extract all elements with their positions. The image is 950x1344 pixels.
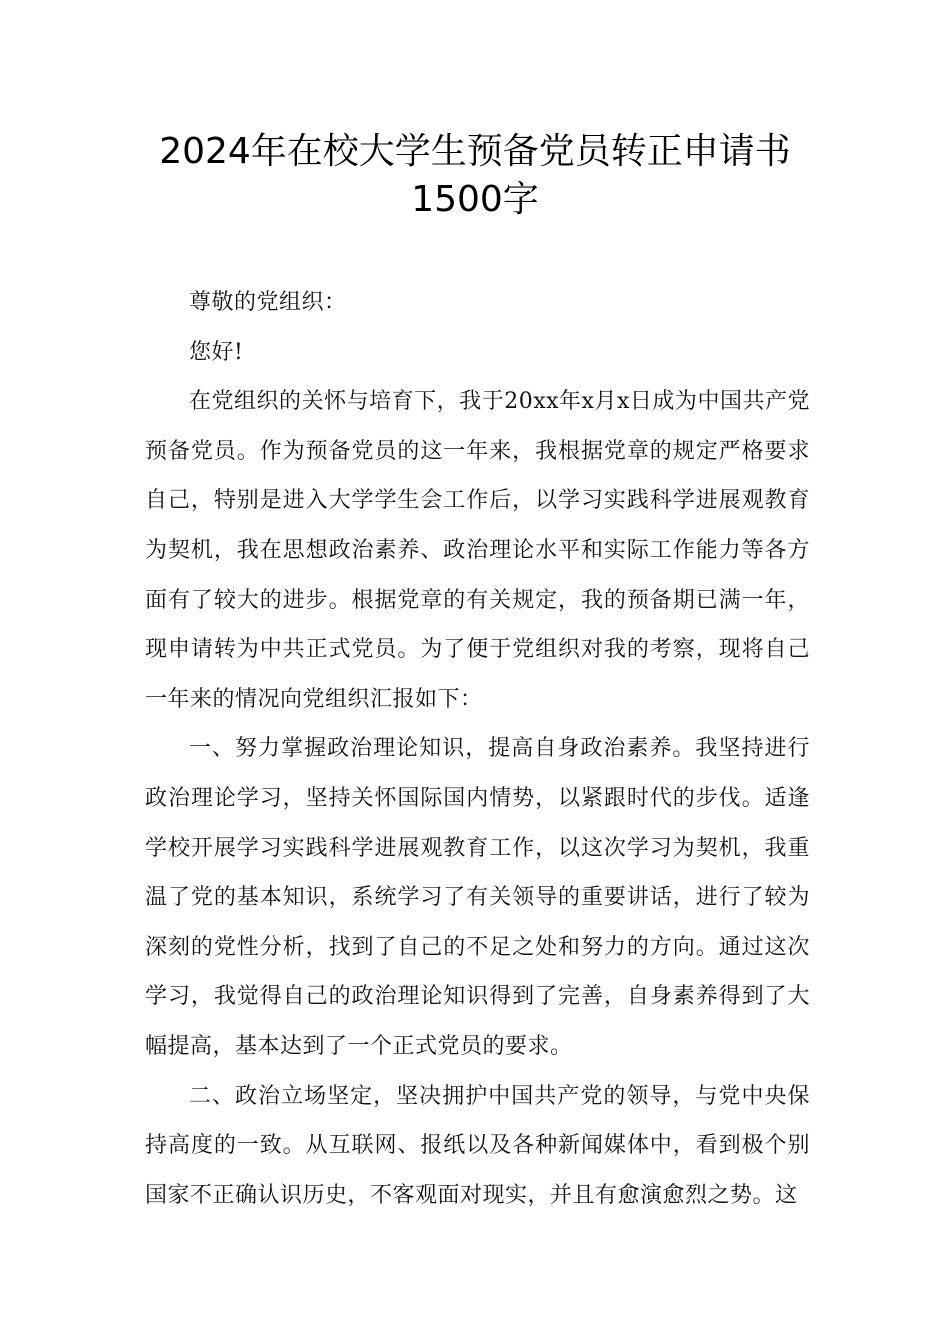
- paragraph-section-1: 一、努力掌握政治理论知识，提高自身政治素养。我坚持进行政治理论学习，坚持关怀国际国内情势，以紧跟时代的步伐。适逢学校开展学习实践科学进展观教育工作，以这次学习为契机，我重温了党的基本知识，系统学习了有关领导的重要讲话，进行了较为深刻的党性分析，找到了自己的不足之处和努力的方向。通过这次学习，我觉得自己的政治理论知识得到了完善，自身素养得到了大幅提高，基本达到了一个正式党员的要求。: [145, 736, 810, 1059]
- salutation: 尊敬的党组织：: [189, 290, 347, 315]
- greeting: 您好!: [189, 339, 244, 365]
- title-line-2: 1500字: [411, 179, 539, 220]
- paragraph-section-2: 二、政治立场坚定，坚决拥护中国共产党的领导，与党中央保持高度的一致。从互联网、报纸以及各种新闻媒体中，看到极个别国家不正确认识历史，不客观面对现实，并且有愈演愈烈之势。这: [145, 1083, 810, 1208]
- paragraph-intro: 在党组织的关怀与培育下，我于20xx年x月x日成为中国共产党预备党员。作为预备党员的这一年来，我根据党章的规定严格要求自己，特别是进入大学学生会工作后，以学习实践科学进展观教育为契机，我在思想政治素养、政治理论水平和实际工作能力等各方面有了较大的进步。根据党章的有关规定，我的预备期已满一年，现申请转为中共正式党员。为了便于党组织对我的考察，现将自己一年来的情况向党组织汇报如下：: [145, 389, 810, 712]
- document-title: [100, 128, 850, 224]
- document-body: [145, 278, 810, 1220]
- title-line-1: 2024年在校大学生预备党员转正申请书: [159, 131, 791, 172]
